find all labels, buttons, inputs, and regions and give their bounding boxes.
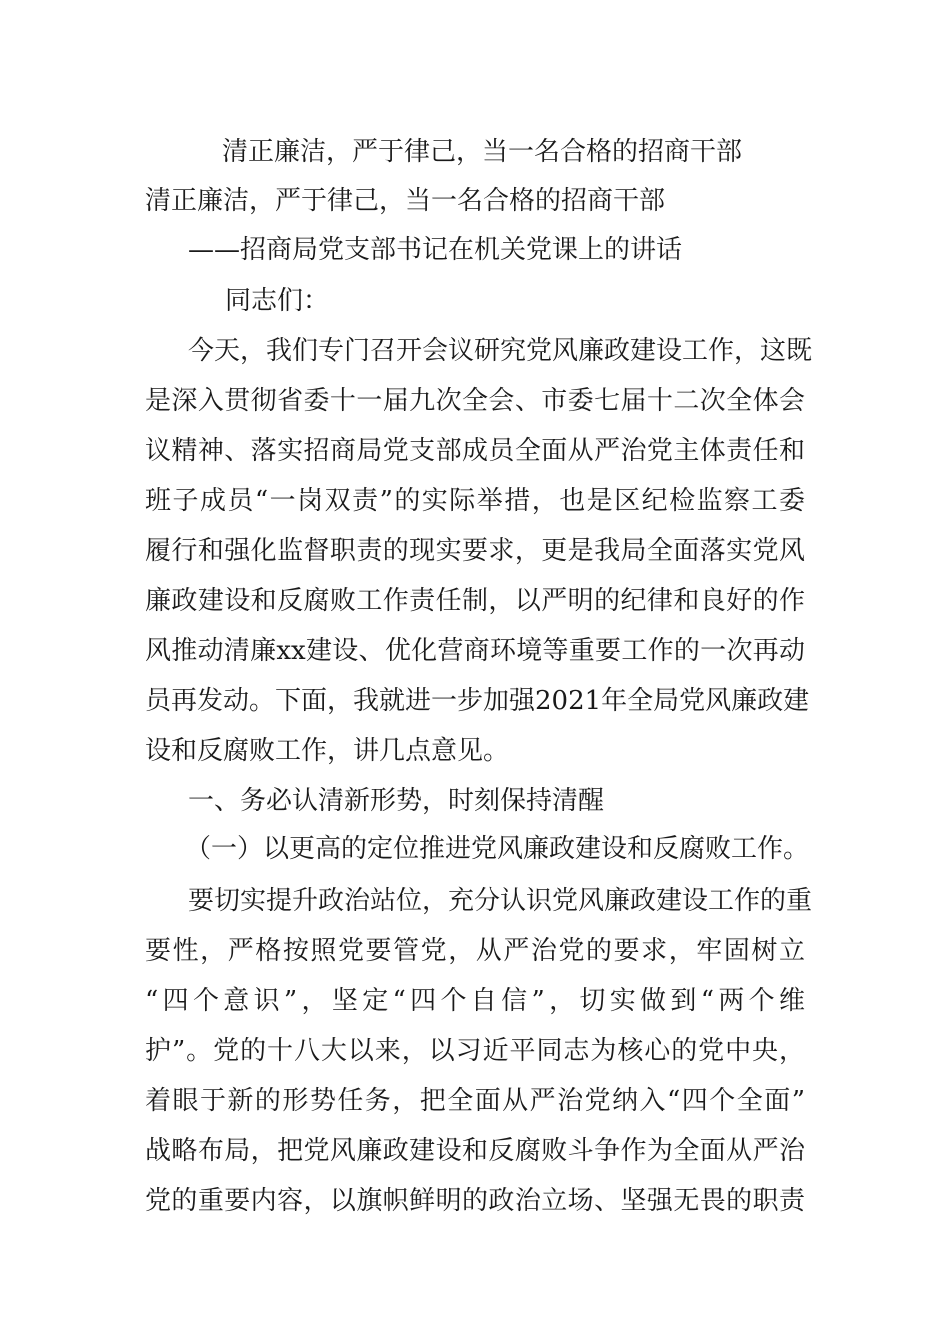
- document-title: 清正廉洁，严于律己，当一名合格的招商干部: [145, 186, 666, 216]
- body-line: 履行和强化监督职责的现实要求，更是我局全面落实党风: [145, 536, 805, 566]
- salutation: 同志们：: [225, 286, 330, 316]
- body-line: 护”。党的十八大以来，以习近平同志为核心的党中央，: [145, 1036, 805, 1066]
- body-line: 风推动清廉xx建设、优化营商环境等重要工作的一次再动: [145, 636, 805, 666]
- document-title-centered: 清正廉洁，严于律己，当一名合格的招商干部: [222, 137, 743, 167]
- body-line: 要性，严格按照党要管党，从严治党的要求，牢固树立: [145, 936, 805, 966]
- body-line: 要切实提升政治站位，充分认识党风廉政建设工作的重: [188, 886, 813, 916]
- document-subtitle: ——招商局党支部书记在机关党课上的讲话: [188, 235, 683, 265]
- body-line: 是深入贯彻省委十一届九次全会、市委七届十二次全体会: [145, 386, 805, 416]
- subsection-heading: （一）以更高的定位推进党风廉政建设和反腐败工作。: [185, 834, 810, 864]
- body-line: 今天，我们专门召开会议研究党风廉政建设工作，这既: [188, 336, 813, 366]
- body-line: 党的重要内容，以旗帜鲜明的政治立场、坚强无畏的职责: [145, 1186, 805, 1216]
- body-line: 着眼于新的形势任务，把全面从严治党纳入“四个全面”: [145, 1086, 805, 1116]
- body-line: 议精神、落实招商局党支部成员全面从严治党主体责任和: [145, 436, 805, 466]
- section-heading: 一、务必认清新形势，时刻保持清醒: [188, 786, 605, 816]
- body-line: 廉政建设和反腐败工作责任制，以严明的纪律和良好的作: [145, 586, 805, 616]
- body-line: “四个意识”，坚定“四个自信”，切实做到“两个维: [145, 986, 805, 1016]
- body-line: 班子成员“一岗双责”的实际举措，也是区纪检监察工委: [145, 486, 805, 516]
- body-line: 设和反腐败工作，讲几点意见。: [145, 736, 510, 766]
- body-line: 员再发动。下面，我就进一步加强2021年全局党风廉政建: [145, 686, 810, 716]
- body-line: 战略布局，把党风廉政建设和反腐败斗争作为全面从严治: [145, 1136, 805, 1166]
